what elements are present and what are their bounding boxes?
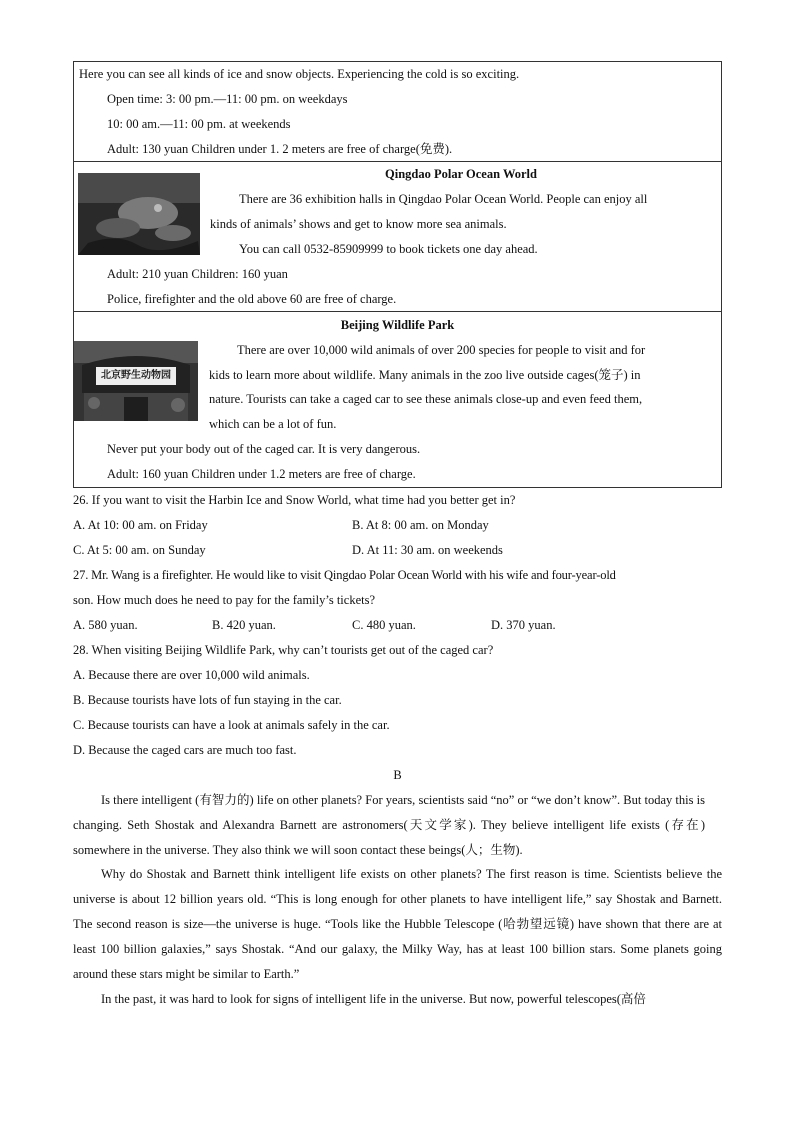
question-26-option-a: A. At 10: 00 am. on Friday (73, 518, 208, 532)
park-sign: 北京野生动物园 (101, 370, 171, 381)
beijing-line-2: kids to learn more about wildlife. Many animals in the zoo live outside cages(笼子) in (209, 368, 641, 382)
question-26-option-d: D. At 11: 30 am. on weekends (352, 543, 503, 557)
section-b-label: B (393, 768, 402, 782)
question-28-option-c: C. Because tourists can have a look at animals safely in the car. (73, 718, 390, 732)
question-26: 26. If you want to visit the Harbin Ice and Snow World, what time had you better get in? (73, 493, 516, 507)
question-26-option-b: B. At 8: 00 am. on Monday (352, 518, 489, 532)
question-27-option-d: D. 370 yuan. (491, 618, 556, 632)
beijing-line-1: There are over 10,000 wild animals of over 200 species for people to visit and for (237, 343, 646, 357)
section-b-paragraph-3: In the past, it was hard to look for signs of intelligent life in the universe. But now, powerful telescopes(高倍 (101, 992, 646, 1006)
harbin-weekend-time: 10: 00 am.—11: 00 pm. at weekends (107, 117, 291, 131)
question-27-option-c: C. 480 yuan. (352, 618, 416, 632)
question-28: 28. When visiting Beijing Wildlife Park, why can’t tourists get out of the caged car? (73, 643, 494, 657)
beijing-title: Beijing Wildlife Park (340, 318, 455, 332)
sea-animal-photo (78, 173, 200, 255)
question-27-option-a: A. 580 yuan. (73, 618, 138, 632)
beijing-photo (74, 341, 198, 421)
qingdao-price: Adult: 210 yuan Children: 160 yuan (107, 267, 288, 281)
beijing-line-3: nature. Tourists can take a caged car to see these animals close-up and even feed them, (209, 392, 643, 406)
harbin-open-time: Open time: 3: 00 pm.—11: 00 pm. on weekdays (107, 92, 348, 106)
section-b-paragraph-2: Why do Shostak and Barnett think intelligent life exists on other planets? The first reason is time. Scientists believe the universe is about 12 billion years old. “This is long enough for other planets to have intelligent life,” say Shostak and Barnett. The second reason is size—the universe is huge. “Tools like the Hubble Telescope (哈勃望远镜) have shown that there are at least 100 billion galaxies,” says Shostak. “And our galaxy, the Milky Way, has at least 100 billion stars. Some planets going around these stars might be similar to Earth.” (73, 867, 722, 981)
question-28-option-a: A. Because there are over 10,000 wild animals. (73, 668, 310, 682)
beijing-price: Adult: 160 yuan Children under 1.2 meters are free of charge. (107, 467, 416, 481)
question-27-line-1: 27. Mr. Wang is a firefighter. He would like to visit Qingdao Polar Ocean World with his wife and four-year-old (73, 568, 616, 582)
section-b-paragraph-1: Is there intelligent (有智力的) life on other planets? For years, scientists said “no” or “we don’t know”. But today this is changing. Seth Shostak and Alexandra Barnett are astronomers(天文学家). They believe intelligent life exists (存在) somewhere in the universe. They also think we will soon contact these beings(人；生物). (73, 793, 705, 857)
question-27-option-b: B. 420 yuan. (212, 618, 276, 632)
qingdao-line-1: There are 36 exhibition halls in Qingdao Polar Ocean World. People can enjoy all (239, 192, 648, 206)
question-28-option-b: B. Because tourists have lots of fun staying in the car. (73, 693, 342, 707)
question-26-option-c: C. At 5: 00 am. on Sunday (73, 543, 206, 557)
qingdao-line-3: You can call 0532-85909999 to book tickets one day ahead. (239, 242, 538, 256)
qingdao-photo (78, 173, 200, 255)
beijing-line-4: which can be a lot of fun. (209, 417, 337, 431)
qingdao-title: Qingdao Polar Ocean World (385, 167, 537, 181)
qingdao-free: Police, firefighter and the old above 60 are free of charge. (107, 292, 397, 306)
qingdao-line-2: kinds of animals’ shows and get to know more sea animals. (210, 217, 507, 231)
harbin-desc: Here you can see all kinds of ice and snow objects. Experiencing the cold is so exciting. (79, 67, 520, 81)
harbin-price: Adult: 130 yuan Children under 1. 2 meters are free of charge(免费). (107, 142, 453, 156)
question-27-line-2: son. How much does he need to pay for the family’s tickets? (73, 593, 376, 607)
beijing-warning: Never put your body out of the caged car. It is very dangerous. (107, 442, 421, 456)
question-28-option-d: D. Because the caged cars are much too fast. (73, 743, 297, 757)
